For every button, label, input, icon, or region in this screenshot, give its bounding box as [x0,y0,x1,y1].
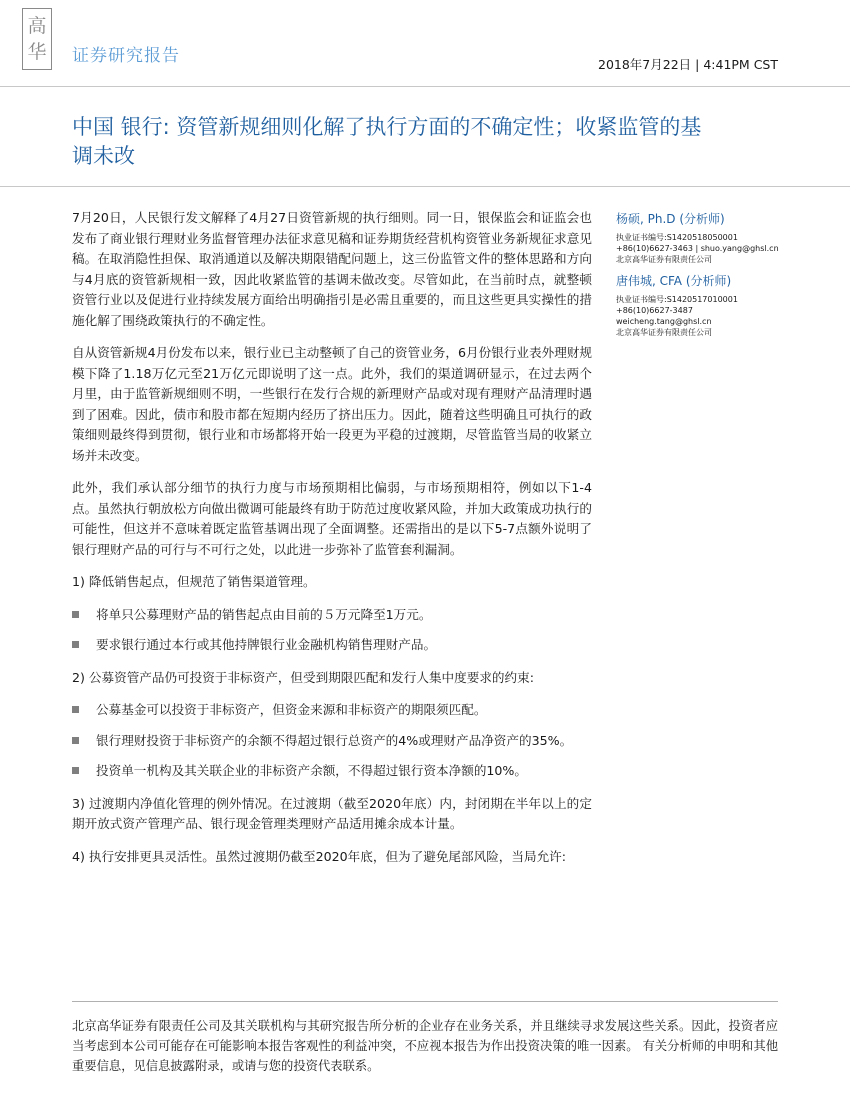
footer-disclaimer: 北京高华证券有限责任公司及其关联机构与其研究报告所分析的企业存在业务关系，并且继续寻求发展这些关系。因此，投资者应当考虑到本公司可能存在可能影响本报告客观性的利益冲突，不应视本报告为作出投资决策的唯一因素。 有关分析师的申明和其他重要信息，见信息披露附录，或请与您的投资代表联系。 [72,1019,778,1073]
square-bullet-icon [72,611,79,618]
report-title: 中国 银行: 资管新规细则化解了执行方面的不确定性；收紧监管的基调未改 [72,115,702,168]
logo-char-bottom: 华 [27,41,47,63]
point-paragraph-3: 3) 过渡期内净值化管理的例外情况。在过渡期（截至2020年底）内，封闭期在半年以上的定期开放式资产管理产品、银行现金管理类理财产品适用摊余成本计量。 [72,795,592,831]
list-item [72,635,592,656]
analyst-card-1 [616,211,796,265]
analyst-name: 杨硕, Ph.D (分析师) [616,212,725,226]
title-divider [0,186,850,187]
analyst-cert: 执业证书编号:S1420518050001 [616,233,738,242]
body-paragraph-1: 7月20日，人民银行发文解释了4月27日资管新规的执行细则。同一日，银保监会和证监会也发布了商业银行理财业务监督管理办法征求意见稿和证券期货经营机构资管业务新规征求意见稿。在取消隐性担保、取消通道以及解决期限错配问题上，这三份监管文件的整体思路和方向与4月底的资管新规相一致，因此收紧监管的基调未做改变。尽管如此，在当前时点，就整顿资管行业以及促进行业持续发展方面给出明确指引是必需且重要的，而且这些更具实操性的措施化解了围绕政策执行的不确定性。 [72,210,592,328]
square-bullet-icon [72,641,79,648]
list-item-text: 银行理财投资于非标资产的余额不得超过银行总资产的4%或理财产品净资产的35%。 [96,732,573,748]
analyst-phone: +86(10)6627-3487 [616,306,693,315]
analyst-name: 唐伟城, CFA (分析师) [616,274,732,288]
body-paragraph-3: 此外，我们承认部分细节的执行力度与市场预期相比偏弱，与市场预期相符，例如以下1-4点。虽然执行朝放松方向做出微调可能最终有助于防范过度收紧风险，并加大政策成功执行的可能性，但这并不意味着既定监管基调出现了全面调整。还需指出的是以下5-7点额外说明了银行理财产品的可行与不可行之处，以此进一步弥补了监管套利漏洞。 [72,480,592,557]
list-item [72,605,592,626]
point-paragraph-4: 4) 执行安排更具灵活性。虽然过渡期仍截至2020年底，但为了避免尾部风险，当局允许: [72,848,567,864]
square-bullet-icon [72,706,79,713]
list-item [72,731,592,752]
body-paragraph-2: 自从资管新规4月份发布以来，银行业已主动整顿了自己的资管业务，6月份银行业表外理财规模下降了1.18万亿元至21万亿元即说明了这一点。此外，我们的渠道调研显示，在过去两个月里，由于监管新规细则不明，一些银行在发行合规的新理财产品或对现有理财产品清理时遇到了困难。因此，债市和股市都在短期内经历了挤出压力。因此，随着这些明确且可执行的政策细则最终得到贯彻，银行业和市场都将开始一段更为平稳的过渡期，尽管监管当局的收紧立场并未改变。 [72,345,592,463]
analyst-card-2 [616,273,796,338]
analyst-email: weicheng.tang@ghsl.cn [616,317,712,326]
square-bullet-icon [72,737,79,744]
point-heading-1: 1) 降低销售起点，但规范了销售渠道管理。 [72,574,316,589]
list-item-text: 公募基金可以投资于非标资产，但资金来源和非标资产的期限须匹配。 [96,702,487,717]
square-bullet-icon [72,767,79,774]
list-item-text: 要求银行通过本行或其他持牌银行业金融机构销售理财产品。 [96,637,437,652]
report-body [72,208,592,879]
analyst-cert: 执业证书编号:S1420517010001 [616,295,738,304]
point-1-list [72,605,592,656]
header-divider [0,86,850,87]
footer-divider [72,1001,778,1002]
analyst-firm: 北京高华证券有限责任公司 [616,328,712,337]
report-date: 2018年7月22日 | 4:41PM CST [598,57,778,72]
logo-char-top: 高 [27,15,47,37]
list-item [72,761,592,782]
analyst-contact: +86(10)6627-3463 | shuo.yang@ghsl.cn [616,244,779,253]
analyst-sidebar [616,211,796,346]
point-2-list [72,700,592,782]
report-type-label: 证券研究报告 [72,46,180,66]
list-item [72,700,592,721]
list-item-text: 投资单一机构及其关联企业的非标资产余额，不得超过银行资本净额的10%。 [96,763,527,778]
list-item-text: 将单只公募理财产品的销售起点由目前的５万元降至1万元。 [96,606,432,622]
gaohua-seal-logo [22,8,52,70]
analyst-firm: 北京高华证券有限责任公司 [616,255,712,264]
point-heading-2: 2) 公募资管产品仍可投资于非标资产，但受到期限匹配和发行人集中度要求的约束: [72,669,534,685]
